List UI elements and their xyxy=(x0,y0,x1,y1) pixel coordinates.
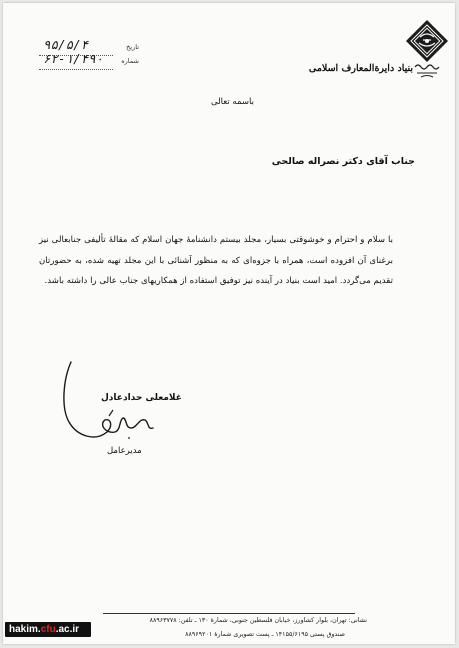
number-underline xyxy=(39,69,113,70)
footer-divider xyxy=(103,613,355,614)
foundation-emblem-logo xyxy=(405,19,449,85)
footer-pobox: صندوق پستی ۱۴۱۵۵/۶۱۹۵ ـ پست تصویری شمارهٔ ۸۸۹۶۹۲۰۱ xyxy=(185,631,345,638)
letter-page xyxy=(3,3,455,644)
number-label: شماره xyxy=(121,57,139,65)
date-value: ۹۵/۵/۴ xyxy=(43,37,89,52)
invocation: باسمه تعالی xyxy=(211,97,254,107)
watermark-prefix: hakim. xyxy=(9,624,41,635)
signer-title: مدیرعامل xyxy=(107,446,142,456)
watermark-suffix: .ac.ir xyxy=(55,624,80,635)
site-watermark xyxy=(5,622,91,637)
addressee: جناب آقای دکتر نصراله صالحی xyxy=(271,156,415,167)
watermark-accent: cfu xyxy=(40,624,56,635)
letter-body: با سلام و احترام و خوشوقتی بسیار، مجلد بیستم دانشنامهٔ جهان اسلام که مقالهٔ تألیفی جنابعالی نیز برغنای آن افزوده است، همراه با جزوه‌ای که به منظور آشنائی با این مجلد تهیه شده، به حضورتان تقدیم می‌گردد. امید است بنیاد در آینده نیز توفیق استفاده از همکاریهای جناب عالی را داشته باشد. xyxy=(39,235,394,286)
number-value: ۶۲-۱/۴۹۰ xyxy=(43,51,104,66)
number-field xyxy=(39,51,139,70)
signer-name: غلامعلی حدادعادل xyxy=(101,393,182,403)
organization-name: بنیاد دایرة‌المعارف اسلامی xyxy=(308,63,413,74)
footer-address: نشانی: تهران، بلوار کشاورز، خیابان فلسطین جنوبی، شمارهٔ ۱۳۰ ـ تلفن: ۸۸۹۶۳۷۷۸ xyxy=(149,617,367,624)
handwritten-signature xyxy=(59,358,159,448)
date-label: تاریخ xyxy=(126,43,139,51)
